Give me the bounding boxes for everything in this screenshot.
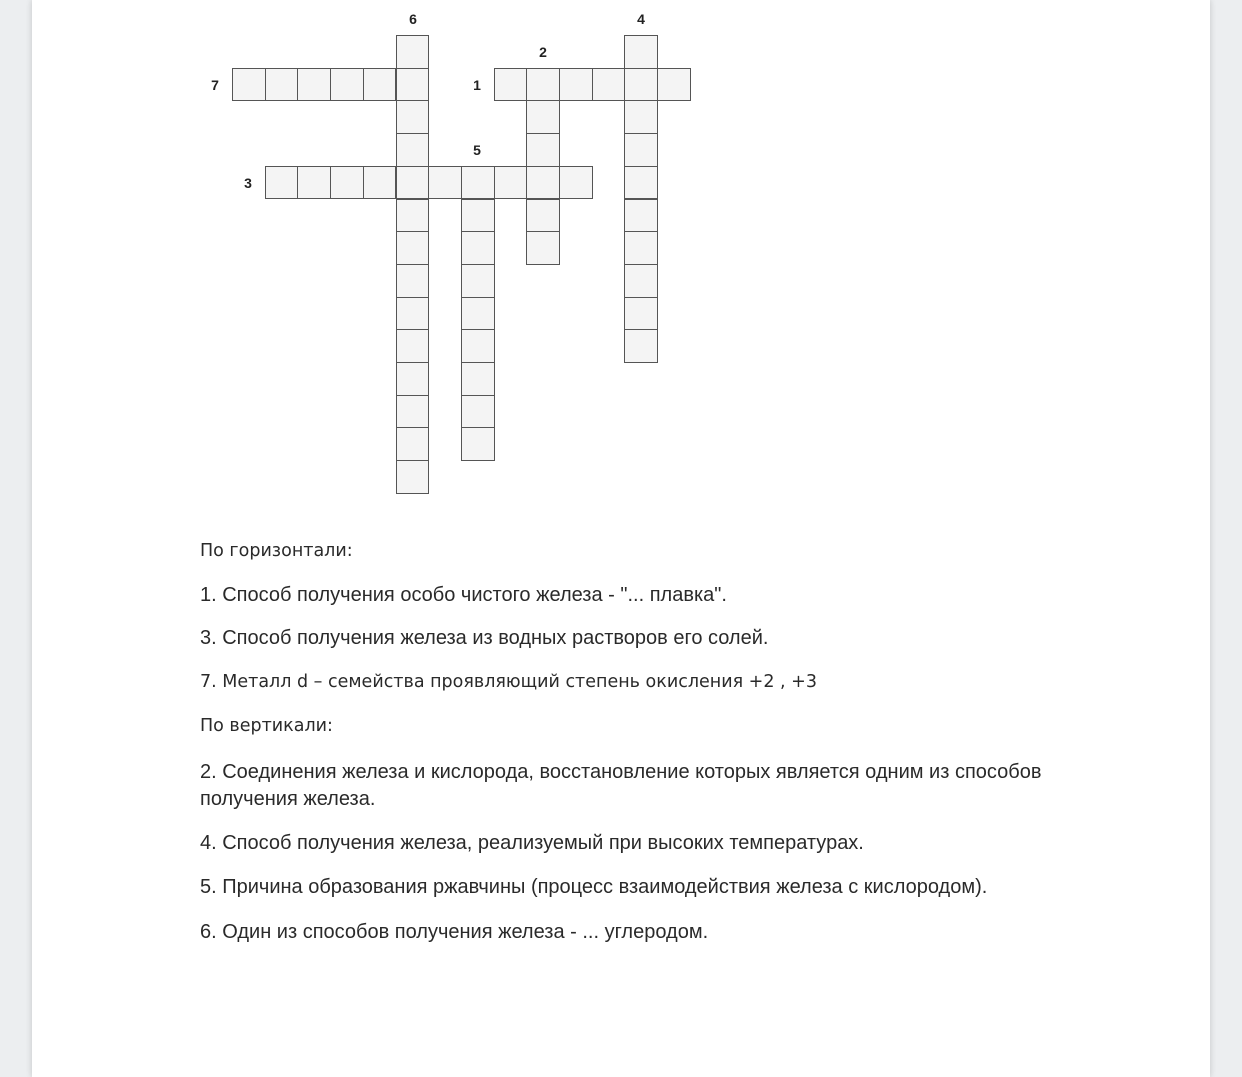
crossword-cell[interactable] <box>265 166 299 200</box>
crossword-cell[interactable] <box>461 427 495 461</box>
crossword-cell[interactable] <box>657 68 691 102</box>
down-clue-2: 2. Соединения железа и кислорода, восстановление которых является одним из способов получения железа. <box>200 761 1042 810</box>
crossword-cell[interactable] <box>461 395 495 429</box>
crossword-cell[interactable] <box>624 68 658 102</box>
down-clue-4: 4. Способ получения железа, реализуемый при высоких температурах. <box>200 832 864 854</box>
crossword-cell[interactable] <box>461 264 495 298</box>
crossword-cell[interactable] <box>396 460 430 494</box>
crossword-cell[interactable] <box>396 100 430 134</box>
crossword-cell[interactable] <box>592 68 626 102</box>
clue-number-3: 3 <box>244 175 252 191</box>
clue-number-7: 7 <box>211 77 219 93</box>
crossword-cell[interactable] <box>624 35 658 69</box>
crossword-cell[interactable] <box>624 329 658 363</box>
crossword-cell[interactable] <box>461 297 495 331</box>
crossword-cell[interactable] <box>559 68 593 102</box>
crossword-cell[interactable] <box>396 362 430 396</box>
crossword-cell[interactable] <box>297 68 331 102</box>
crossword-cell[interactable] <box>494 68 528 102</box>
crossword-cell[interactable] <box>526 199 560 233</box>
crossword-cell[interactable] <box>624 231 658 265</box>
crossword-cell[interactable] <box>624 297 658 331</box>
down-clue-6: 6. Один из способов получения железа - ... углеродом. <box>200 921 709 943</box>
crossword-cell[interactable] <box>461 231 495 265</box>
crossword-cell[interactable] <box>624 199 658 233</box>
crossword-cell[interactable] <box>265 68 299 102</box>
crossword-cell[interactable] <box>559 166 593 200</box>
crossword-cell[interactable] <box>624 264 658 298</box>
crossword-cell[interactable] <box>396 166 430 200</box>
clue-number-1: 1 <box>473 77 481 93</box>
crossword-cell[interactable] <box>396 199 430 233</box>
crossword-cell[interactable] <box>363 166 397 200</box>
crossword-cell[interactable] <box>396 329 430 363</box>
crossword-cell[interactable] <box>396 68 430 102</box>
crossword-cell[interactable] <box>428 166 462 200</box>
crossword-cell[interactable] <box>363 68 397 102</box>
crossword-cell[interactable] <box>461 362 495 396</box>
crossword-cell[interactable] <box>624 100 658 134</box>
crossword-cell[interactable] <box>330 68 364 102</box>
across-clue-7: 7. Металл d – семейства проявляющий степень окисления +2 , +3 <box>200 672 817 692</box>
down-clue-5: 5. Причина образования ржавчины (процесс взаимодействия железа с кислородом). <box>200 876 988 898</box>
crossword-cell[interactable] <box>396 427 430 461</box>
clue-number-2: 2 <box>539 44 547 60</box>
crossword-cell[interactable] <box>396 231 430 265</box>
crossword-cell[interactable] <box>494 166 528 200</box>
crossword-cell[interactable] <box>624 133 658 167</box>
crossword-cell[interactable] <box>297 166 331 200</box>
crossword-cell[interactable] <box>526 133 560 167</box>
crossword-cell[interactable] <box>396 35 430 69</box>
crossword-cell[interactable] <box>396 297 430 331</box>
crossword-cell[interactable] <box>526 166 560 200</box>
crossword-cell[interactable] <box>396 264 430 298</box>
crossword-cell[interactable] <box>624 166 658 200</box>
crossword-grid <box>0 0 1242 520</box>
crossword-cell[interactable] <box>396 133 430 167</box>
crossword-cell[interactable] <box>232 68 266 102</box>
clue-number-6: 6 <box>409 11 417 27</box>
crossword-cell[interactable] <box>526 100 560 134</box>
across-clue-1: 1. Способ получения особо чистого железа - "... плавка". <box>200 584 727 606</box>
crossword-cell[interactable] <box>526 231 560 265</box>
clue-number-5: 5 <box>473 142 481 158</box>
crossword-cell[interactable] <box>396 395 430 429</box>
down-heading: По вертикали: <box>200 716 333 736</box>
crossword-cell[interactable] <box>461 329 495 363</box>
crossword-cell[interactable] <box>461 166 495 200</box>
clue-number-4: 4 <box>637 11 645 27</box>
crossword-cell[interactable] <box>330 166 364 200</box>
across-heading: По горизонтали: <box>200 541 353 561</box>
across-clue-3: 3. Способ получения железа из водных растворов его солей. <box>200 627 769 649</box>
crossword-cell[interactable] <box>461 199 495 233</box>
crossword-cell[interactable] <box>526 68 560 102</box>
